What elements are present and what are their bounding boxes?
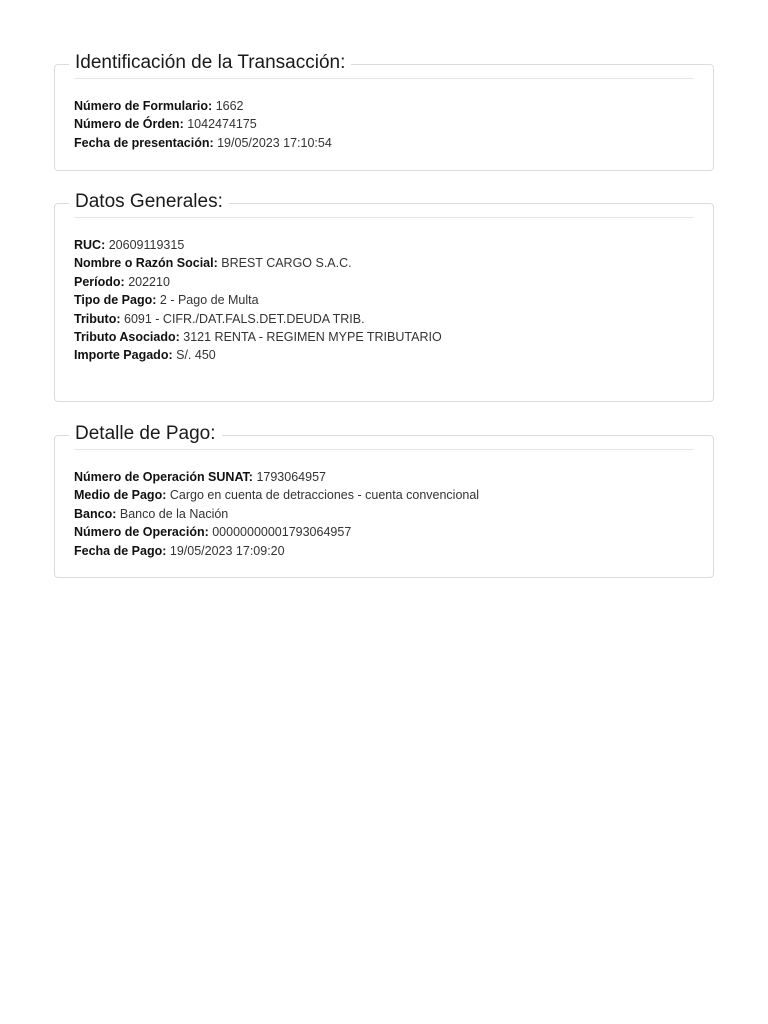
field-label: Banco: [74, 506, 117, 521]
field-value: 1793064957 [256, 470, 326, 484]
field-value: Cargo en cuenta de detracciones - cuenta convencional [169, 488, 480, 503]
field-value: Banco de la Nación [119, 506, 229, 521]
field-label: Medio de Pago: [74, 488, 167, 503]
field-submission-date [74, 134, 332, 152]
field-period [74, 273, 442, 291]
field-value: BREST CARGO S.A.C. [221, 256, 352, 271]
field-label: Número de Operación SUNAT: [74, 470, 253, 484]
field-label: Número de Operación: [74, 525, 209, 540]
field-payment-type [74, 291, 442, 309]
section-divider [74, 217, 694, 218]
field-value: 202210 [128, 274, 170, 289]
field-value: 00000000001793064957 [212, 525, 352, 540]
field-list [74, 236, 442, 365]
section-title: Datos Generales: [69, 190, 229, 214]
field-value: 2 - Pago de Multa [159, 293, 259, 308]
field-label: Fecha de Pago: [74, 543, 167, 558]
section-divider [74, 78, 694, 79]
section-title: Identificación de la Transacción: [69, 51, 351, 75]
field-sunat-operation-number [74, 468, 479, 486]
field-label: Importe Pagado: [74, 348, 173, 363]
field-business-name [74, 254, 442, 272]
field-label: Período: [74, 274, 125, 289]
field-list [74, 468, 479, 560]
field-label: Número de Formulario: [74, 99, 213, 113]
field-bank [74, 505, 479, 523]
field-label: Tipo de Pago: [74, 293, 157, 308]
field-label: Tributo Asociado: [74, 330, 180, 345]
field-label: Nombre o Razón Social: [74, 256, 218, 271]
field-associated-tax [74, 328, 442, 346]
field-form-number [74, 97, 332, 115]
field-list [74, 97, 332, 152]
field-label: Fecha de presentación: [74, 135, 214, 150]
field-value: 20609119315 [108, 238, 185, 252]
field-value: 19/05/2023 17:10:54 [217, 135, 332, 150]
field-value: 1042474175 [187, 117, 257, 132]
field-ruc [74, 236, 442, 254]
field-value: 1662 [215, 99, 244, 113]
field-payment-date [74, 542, 479, 560]
field-order-number [74, 115, 332, 133]
general-data-section [54, 191, 714, 402]
field-value: 6091 - CIFR./DAT.FALS.DET.DEUDA TRIB. [124, 311, 365, 326]
field-label: Número de Órden: [74, 117, 184, 132]
field-payment-method [74, 486, 479, 504]
field-value: 3121 RENTA - REGIMEN MYPE TRIBUTARIO [183, 330, 442, 345]
section-divider [74, 449, 694, 450]
field-value: 19/05/2023 17:09:20 [169, 543, 285, 558]
field-tax [74, 310, 442, 328]
payment-detail-section [54, 423, 714, 578]
section-title: Detalle de Pago: [69, 422, 222, 446]
field-label: Tributo: [74, 311, 121, 326]
field-operation-number [74, 523, 479, 541]
field-label: RUC: [74, 238, 106, 252]
field-amount-paid [74, 346, 442, 364]
field-value: S/. 450 [176, 348, 216, 363]
transaction-identification-section [54, 52, 714, 171]
